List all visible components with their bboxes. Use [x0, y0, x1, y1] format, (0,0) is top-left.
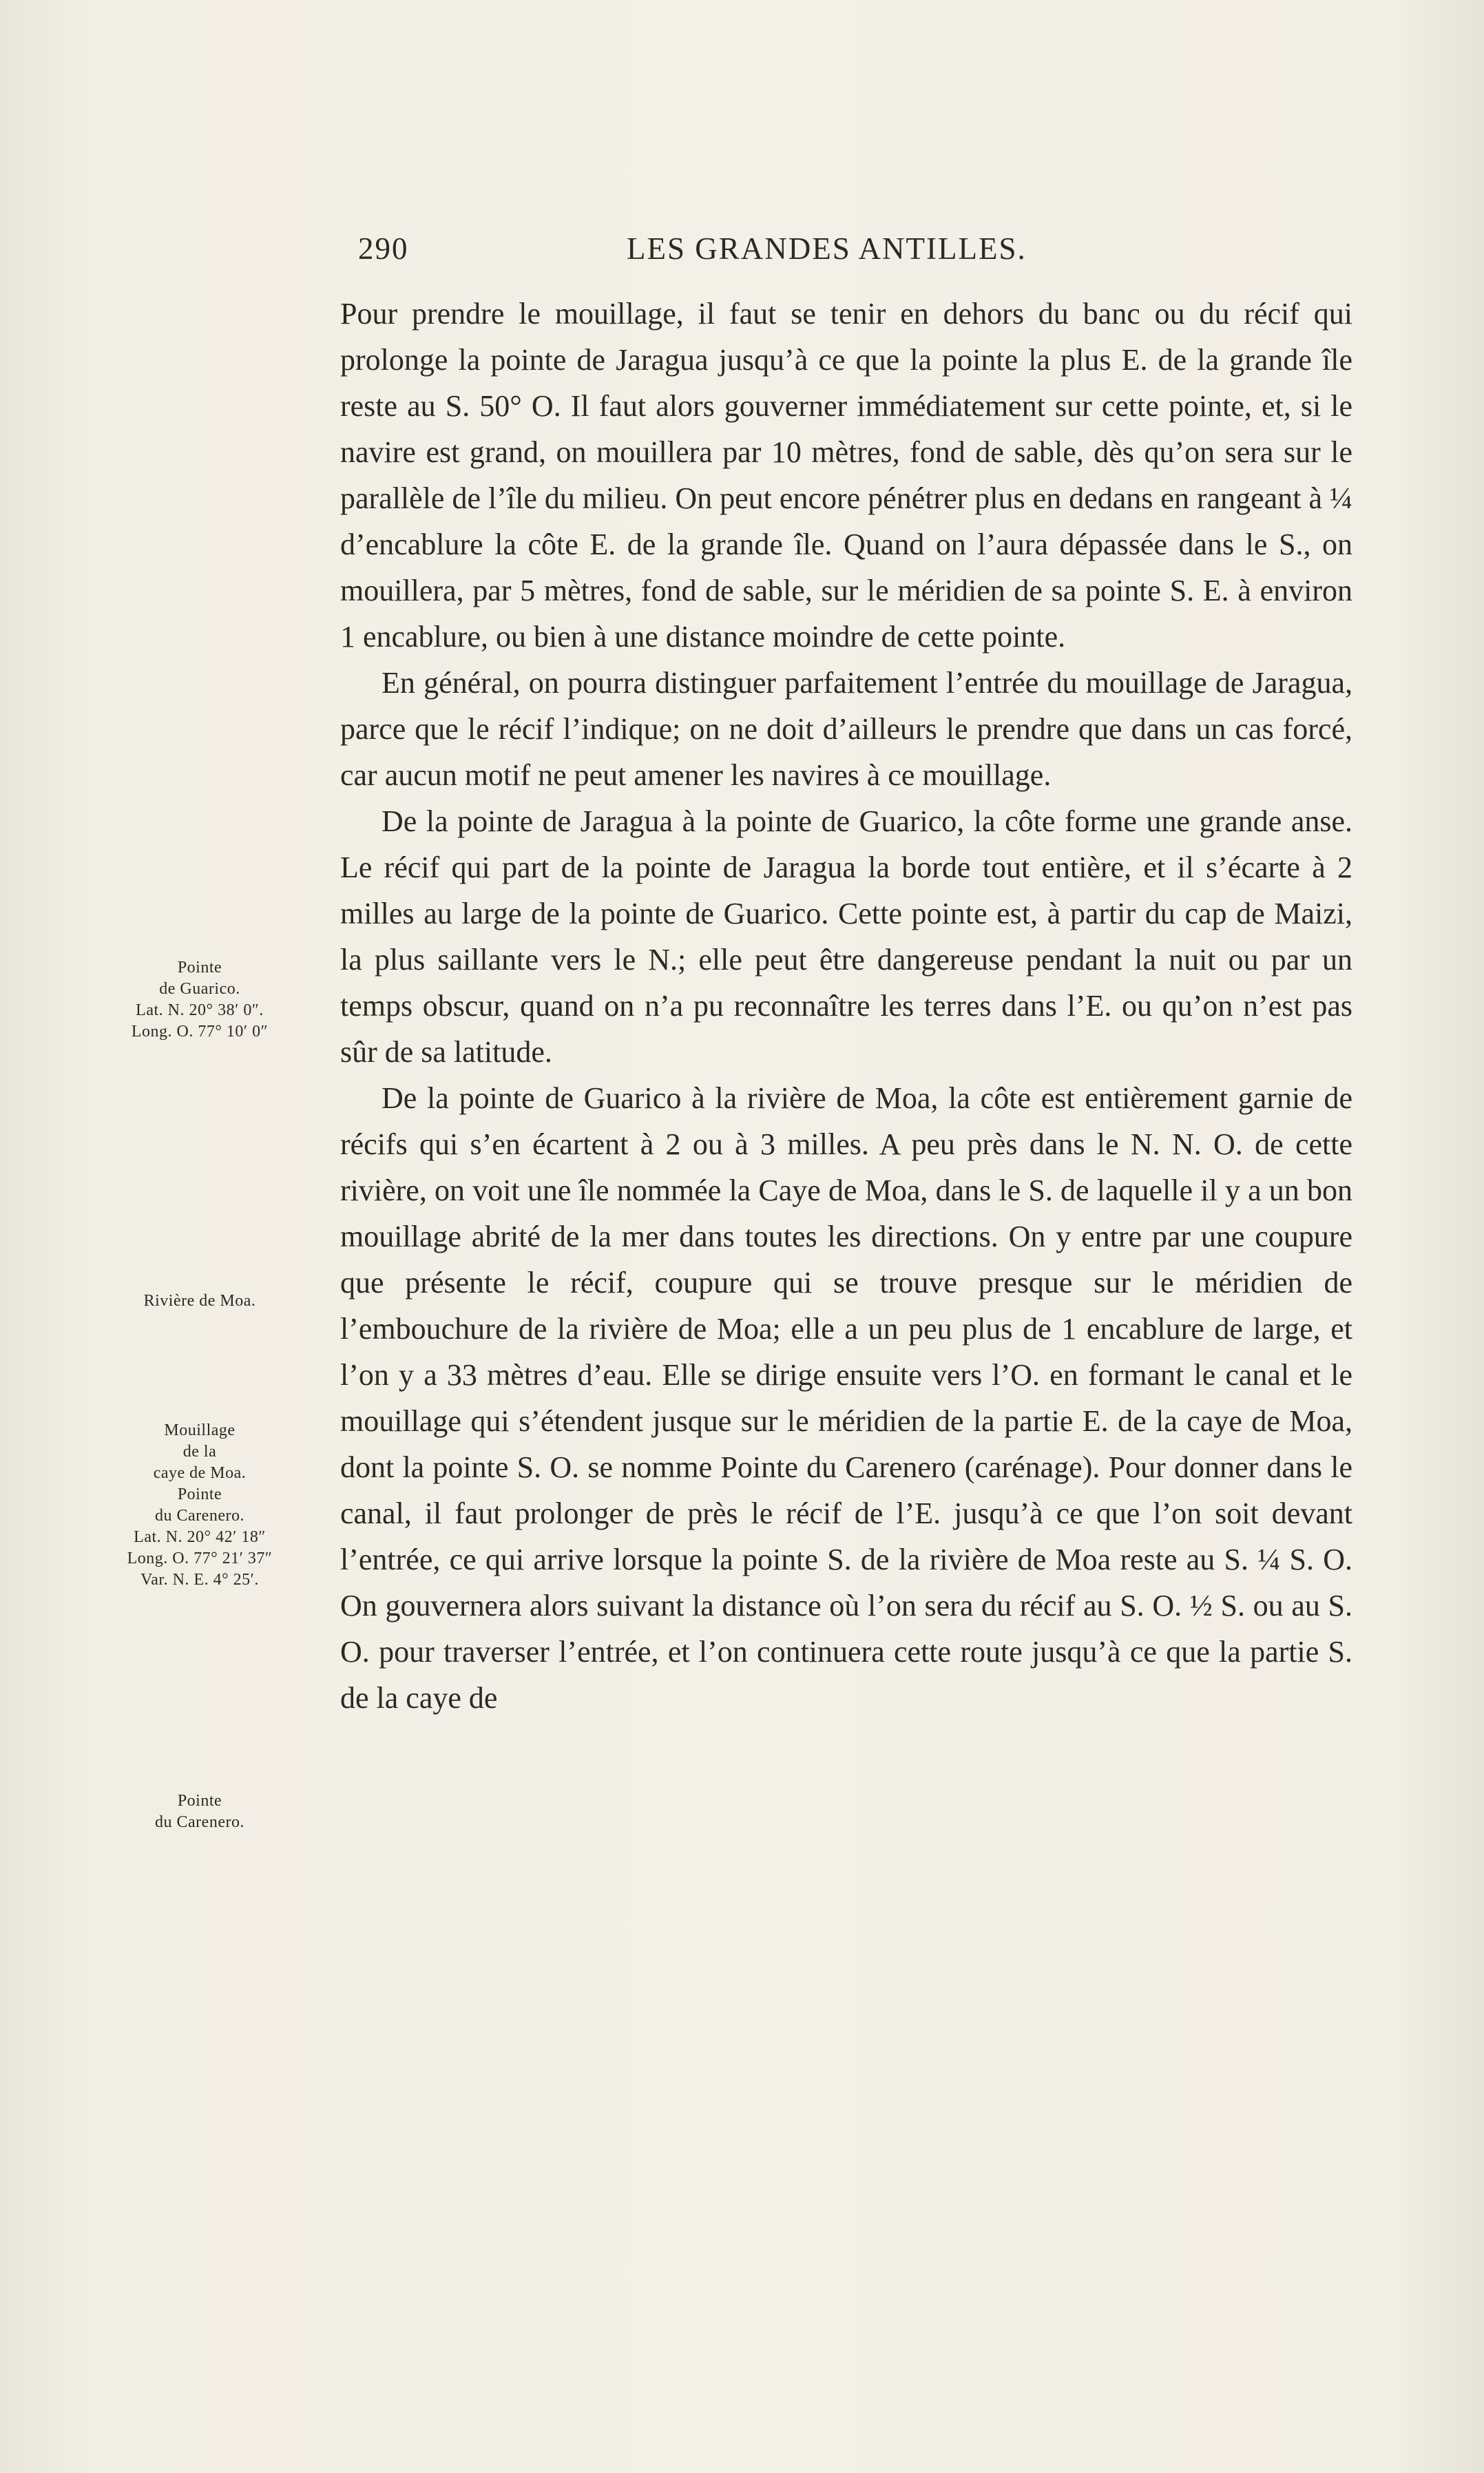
margin-note-line: Pointe [177, 959, 222, 977]
margin-note-line: du Carenero. [155, 1813, 244, 1831]
margin-note-line: Var. N. E. 4° 25′. [140, 1571, 259, 1589]
margin-note-line: du Carenero. [155, 1507, 244, 1525]
paragraph: De la pointe de Jaragua à la pointe de Guarico, la côte forme une grande anse. Le récif qui part de la pointe de Jaragua la borde tout entière, et il s’écarte à 2 milles au large de la pointe de Guarico. Cette pointe est, à partir du cap de Maizi, la plus saillante vers le N.; elle peut être dangereuse pendant la nuit ou par un temps obscur, quand on n’a pu reconnaître les terres dans l’E. ou qu’on n’est pas sûr de sa latitude. [340, 804, 1352, 1069]
margin-note-line: Pointe [177, 1485, 222, 1503]
page-number: 290 [358, 231, 409, 266]
margin-note-pointe-de-guarico [96, 957, 303, 1043]
margin-note-line: Lat. N. 20° 42′ 18″ [134, 1528, 266, 1546]
margin-note-line: Long. O. 77° 10′ 0″ [131, 1023, 269, 1041]
body-text [340, 291, 1352, 1721]
margin-note-mouillage-caye-de-moa [96, 1420, 303, 1591]
margin-note-line: caye de Moa. [153, 1464, 247, 1482]
margin-note-pointe-du-carenero [96, 1791, 303, 1833]
margin-note-line: de Guarico. [159, 980, 240, 998]
paragraph: Pour prendre le mouillage, il faut se tenir en dehors du banc ou du récif qui prolonge la pointe de Jaragua jusqu’à ce que la pointe la plus E. de la grande île reste au S. 50° O. Il faut alors gouverner immédiatement sur cette pointe, et, si le navire est grand, on mouillera par 10 mètres, fond de sable, dès qu’on sera sur le parallèle de l’île du milieu. On peut encore pénétrer plus en dedans en rangeant à ¼ d’encablure la côte E. de la grande île. Quand on l’aura dépassée dans le S., on mouillera, par 5 mètres, fond de sable, sur le méridien de sa pointe S. E. à environ 1 encablure, ou bien à une distance moindre de cette pointe. [340, 297, 1352, 654]
running-title: LES GRANDES ANTILLES. [627, 231, 1027, 266]
margin-note-line: Long. O. 77° 21′ 37″ [127, 1549, 273, 1567]
margin-note-line: de la [182, 1443, 217, 1461]
margin-note-line: Mouillage [164, 1421, 236, 1439]
paragraph: En général, on pourra distinguer parfaitement l’entrée du mouillage de Jaragua, parce que le récif l’indique; on ne doit d’ailleurs le prendre que dans un cas forcé, car aucun motif ne peut amener les navires à ce mouillage. [340, 666, 1352, 792]
margin-note-riviere-de-moa [96, 1291, 303, 1312]
page-header [358, 231, 1357, 279]
margin-note-line: Rivière de Moa. [143, 1292, 256, 1310]
margin-note-line: Lat. N. 20° 38′ 0″. [136, 1001, 264, 1019]
paragraph: De la pointe de Guarico à la rivière de Moa, la côte est entièrement garnie de récifs qui s’en écartent à 2 ou à 3 milles. A peu près dans le N. N. O. de cette rivière, on voit une île nommée la Caye de Moa, dans le S. de laquelle il y a un bon mouillage abrité de la mer dans toutes les directions. On y entre par une coupure que présente le récif, coupure qui se trouve presque sur le méridien de l’embouchure de la rivière de Moa; elle a un peu plus de 1 encablure de large, et l’on y a 33 mètres d’eau. Elle se dirige ensuite vers l’O. en formant le canal et le mouillage qui s’étendent jusque sur le méridien de la partie E. de la caye de Moa, dont la pointe S. O. se nomme Pointe du Carenero (carénage). Pour donner dans le canal, il faut prolonger de près le récif de l’E. jusqu’à ce que l’on soit devant l’entrée, ce qui arrive lorsque la pointe S. de la rivière de Moa reste au S. ¼ S. O. On gouvernera alors suivant la distance où l’on sera du récif au S. O. ½ S. ou au S. O. pour traverser l’entrée, et l’on continuera cette route jusqu’à ce que la partie S. de la caye de [340, 1081, 1352, 1715]
margin-note-line: Pointe [177, 1792, 222, 1810]
